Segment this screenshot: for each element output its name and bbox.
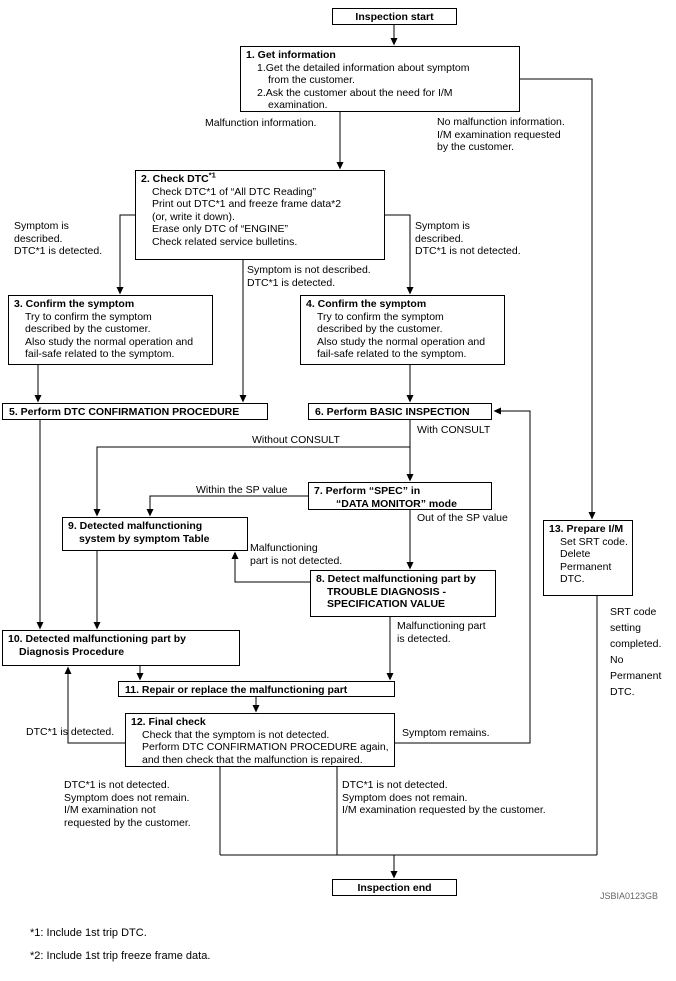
box-line: described by the customer. — [317, 323, 443, 335]
box-line: SPECIFICATION VALUE — [327, 598, 446, 610]
box-line: (or, write it down). — [152, 210, 235, 223]
label-line: Symptom does not remain. — [64, 791, 190, 804]
box-line: Set SRT code. — [560, 535, 628, 548]
box-line: Erase only DTC of “ENGINE” — [152, 223, 288, 235]
box-line: fail-safe related to the symptom. — [25, 348, 175, 360]
label-line: I/M examination requested by the customer. — [342, 804, 546, 816]
label-line: setting — [610, 622, 641, 634]
box-line: from the customer. — [268, 74, 355, 86]
box-line: Check related service bulletins. — [152, 235, 298, 248]
box-10-diagnosis-procedure — [2, 630, 240, 666]
box-line: DTC. — [560, 573, 585, 585]
box-line: 1.Get the detailed information about symptom — [257, 61, 470, 74]
label-line: No malfunction information. — [437, 116, 565, 128]
box-4-confirm-symptom — [300, 295, 505, 365]
box-line: Check DTC*1 of “All DTC Reading” — [152, 185, 316, 198]
label-line: DTC*1 is not detected. — [64, 779, 170, 791]
label-end-left-conditions — [64, 779, 191, 829]
label-out-of-sp-value: Out of the SP value — [417, 512, 508, 524]
label-malfunction-information: Malfunction information. — [205, 117, 317, 129]
label-line: DTC*1 is not detected. — [342, 779, 448, 791]
box-2-check-dtc — [135, 170, 385, 260]
label-symptom-remains: Symptom remains. — [402, 727, 490, 739]
box-line: Try to confirm the symptom — [317, 310, 444, 323]
box-line: Perform DTC CONFIRMATION PROCEDURE again, — [142, 741, 389, 753]
label-srt-code-setting — [610, 604, 661, 700]
box-title — [141, 170, 384, 186]
label-line: requested by the customer. — [64, 816, 191, 829]
label-line: completed. — [610, 638, 662, 650]
box-title: 13. Prepare I/M — [549, 523, 624, 535]
box-line: Try to confirm the symptom — [25, 310, 152, 323]
label-line: described. — [14, 232, 63, 245]
label-line: Permanent — [610, 670, 662, 682]
connector-box2-to-box4 — [385, 215, 410, 292]
box-title: 8. Detect malfunctioning part by — [316, 573, 476, 585]
label-line: by the customer. — [437, 141, 515, 153]
box-line: Permanent — [560, 560, 612, 573]
box-line: Delete — [560, 548, 591, 560]
box-line: Also study the normal operation and — [25, 335, 194, 348]
label-line: Symptom does not remain. — [342, 791, 468, 804]
label-line: No — [610, 654, 624, 666]
label-line: Symptom is — [14, 220, 69, 232]
box-5-dtc-confirmation-procedure: 5. Perform DTC CONFIRMATION PROCEDURE — [2, 403, 268, 420]
terminator-inspection-end: Inspection end — [332, 879, 457, 896]
box-line: and then check that the malfunction is repaired. — [142, 753, 363, 766]
label-line: DTC. — [610, 686, 635, 698]
label-symptom-described-dtc-detected — [14, 220, 102, 258]
box-8-trouble-diagnosis-specification — [310, 570, 496, 617]
box-line: Diagnosis Procedure — [19, 645, 125, 658]
label-line: I/M examination not — [64, 804, 156, 816]
box-title: 9. Detected malfunctioning — [68, 520, 203, 532]
box-title: 10. Detected malfunctioning part by — [8, 633, 186, 645]
label-line: described. — [415, 232, 464, 245]
label-line: I/M examination requested — [437, 128, 561, 141]
box-title: 7. Perform “SPEC” in — [314, 485, 421, 497]
box-7-spec-data-monitor — [308, 482, 492, 510]
label-part-not-detected — [250, 542, 342, 567]
label-line: Symptom is not described. — [247, 264, 371, 276]
label-line: SRT code — [610, 606, 657, 618]
box-line: Check that the symptom is not detected. — [142, 728, 330, 741]
connector-box7-to-box9 — [150, 496, 308, 514]
box-line: examination. — [268, 99, 328, 111]
box-line: “DATA MONITOR” mode — [336, 497, 457, 510]
label-line: part is not detected. — [250, 554, 343, 567]
box-12-final-check — [125, 713, 395, 767]
label-without-consult: Without CONSULT — [252, 434, 340, 446]
box-11-repair-replace: 11. Repair or replace the malfunctioning part — [118, 681, 395, 697]
label-line: Malfunctioning part — [397, 620, 486, 632]
label-end-mid-conditions — [342, 779, 546, 817]
box-13-prepare-im — [543, 520, 633, 596]
footnote-2: *2: Include 1st trip freeze frame data. — [30, 950, 211, 962]
box-title: 1. Get information — [246, 49, 336, 61]
label-with-consult: With CONSULT — [417, 424, 491, 436]
label-part-detected — [397, 620, 486, 645]
box-9-symptom-table — [62, 517, 248, 551]
label-line: Malfunctioning — [250, 542, 318, 554]
box-3-confirm-symptom — [8, 295, 213, 365]
label-line: DTC*1 is detected. — [14, 245, 103, 257]
figure-code: JSBIA0123GB — [600, 891, 659, 901]
label-symptom-not-described — [247, 264, 371, 289]
footnote-1: *1: Include 1st trip DTC. — [30, 927, 147, 939]
terminator-inspection-start: Inspection start — [332, 8, 457, 25]
box-title-text: 2. Check DTC — [141, 173, 209, 185]
box-6-basic-inspection: 6. Perform BASIC INSPECTION — [308, 403, 492, 420]
box-title-sup: *1 — [208, 170, 216, 180]
box-line: 2.Ask the customer about the need for I/M — [257, 86, 453, 99]
label-symptom-described-dtc-not-detected — [415, 220, 521, 258]
label-line: is detected. — [397, 632, 451, 645]
box-line: Also study the normal operation and — [317, 335, 486, 348]
label-line: DTC*1 is not detected. — [415, 245, 521, 257]
box-title: 3. Confirm the symptom — [14, 298, 135, 310]
box-line: fail-safe related to the symptom. — [317, 348, 467, 360]
label-no-malfunction-information — [437, 116, 565, 154]
box-title: 12. Final check — [131, 716, 206, 728]
label-within-sp-value: Within the SP value — [196, 484, 288, 496]
box-line: system by symptom Table — [79, 532, 210, 545]
label-line: DTC*1 is detected. — [247, 276, 336, 289]
connector-box2-to-box3 — [120, 215, 135, 292]
label-dtc-detected-loop: DTC*1 is detected. — [26, 726, 115, 738]
box-1-get-information — [240, 46, 520, 112]
label-line: Symptom is — [415, 220, 470, 232]
box-title: 4. Confirm the symptom — [306, 298, 427, 310]
box-line: TROUBLE DIAGNOSIS - — [327, 585, 447, 598]
box-line: described by the customer. — [25, 323, 151, 335]
box-line: Print out DTC*1 and freeze frame data*2 — [152, 198, 342, 210]
